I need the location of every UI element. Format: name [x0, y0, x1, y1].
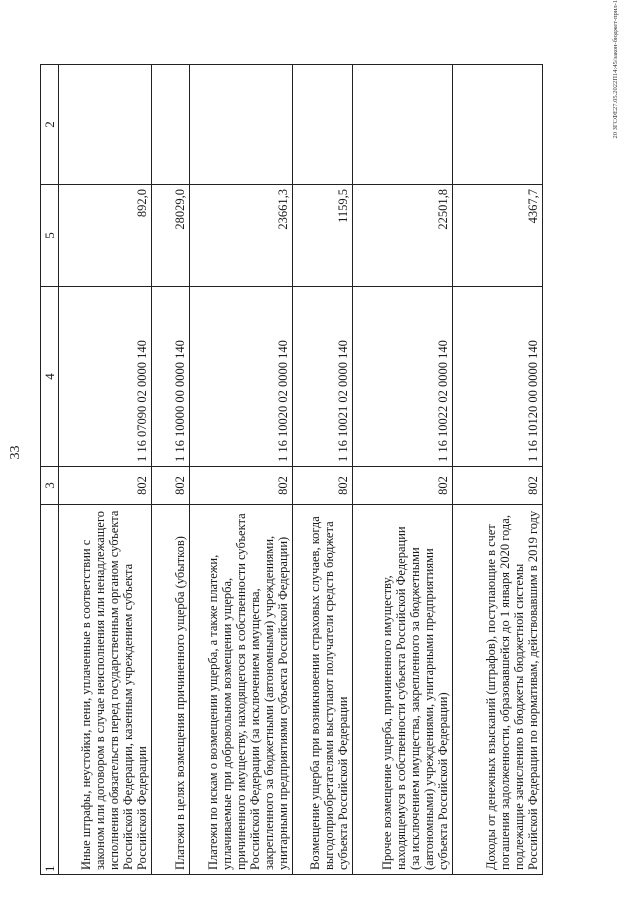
- row-budget-code: 1 16 10021 02 0000 140: [293, 287, 353, 467]
- row-empty-cell: [190, 65, 293, 185]
- row-admin-code: 802: [353, 467, 453, 505]
- col-header-1: 1: [41, 505, 59, 875]
- row-empty-cell: [293, 65, 353, 185]
- row-name: Платежи по искам о возмещении ущерба, а также платежи, уплачиваемые при добровольном возмещении ущерба, причиненного имуществу, находящегося в собственности субъекта Российской Федерации (за исключением имущества, закрепленного за бюджетными (автономными) учреждениями, унитарными предприятиями субъекта Российской Федерации): [190, 505, 293, 875]
- row-admin-code: 802: [453, 467, 543, 505]
- row-empty-cell: [152, 65, 190, 185]
- row-name: Доходы от денежных взысканий (штрафов), поступающие в счет погашения задолженности, образовавшейся до 1 января 2020 года, подлежащие зачислению в бюджеты бюджетной системы Российской Федерации по нормативам, действовавшим в 2019 году: [453, 505, 543, 875]
- table-row: [152, 65, 190, 875]
- table-header-row: [41, 65, 59, 875]
- row-amount: 28029,0: [152, 185, 190, 287]
- row-budget-code: 1 16 10020 02 0000 140: [190, 287, 293, 467]
- col-header-4: 4: [41, 287, 59, 467]
- row-name: Прочее возмещение ущерба, причиненного имуществу, находящемуся в собственности субъекта Российской Федерации (за исключением имущества, закрепленного за бюджетными (автономными) учреждениями, унитарными предприятиями субъекта Российской Федерации): [353, 505, 453, 875]
- table-row: [190, 65, 293, 875]
- row-name: Платежи в целях возмещения причиненного ущерба (убытков): [152, 505, 190, 875]
- table-row: [353, 65, 453, 875]
- row-amount: 4367,7: [453, 185, 543, 287]
- row-budget-code: 1 16 10000 00 0000 140: [152, 287, 190, 467]
- row-empty-cell: [59, 65, 152, 185]
- row-amount: 892,0: [59, 185, 152, 287]
- row-amount: 22501,8: [353, 185, 453, 287]
- row-name: Возмещение ущерба при возникновении страховых случаев, когда выгодоприобретателями выступают получатели средств бюджета субъекта Российской Федерации: [293, 505, 353, 875]
- table-row: [453, 65, 543, 875]
- page-number: 33: [8, 445, 23, 460]
- row-empty-cell: [453, 65, 543, 185]
- row-empty-cell: [353, 65, 453, 185]
- row-admin-code: 802: [293, 467, 353, 505]
- row-admin-code: 802: [152, 467, 190, 505]
- row-amount: 1159,5: [293, 185, 353, 287]
- col-header-3: 3: [41, 467, 59, 505]
- row-admin-code: 802: [190, 467, 293, 505]
- revenue-table: [40, 64, 543, 875]
- row-amount: 23661,3: [190, 185, 293, 287]
- col-header-5: 5: [41, 185, 59, 287]
- row-budget-code: 1 16 10022 02 0000 140: [353, 287, 453, 467]
- table-row: [59, 65, 152, 875]
- row-name: Иные штрафы, неустойки, пени, уплаченные в соответствии с законом или договором в случае неисполнения или ненадлежащего исполнения обязательств перед государственным органом субъекта Российской Федерации, казенным учреждением субъекта Российской Федерации: [59, 505, 152, 875]
- row-budget-code: 1 16 07090 02 0000 140: [59, 287, 152, 467]
- table-row: [293, 65, 353, 875]
- row-budget-code: 1 16 10120 00 0000 140: [453, 287, 543, 467]
- document-stamp: 20 ЗГСФЕ27.05.2022П14:45/закон-бюджет-прил-1: [612, 0, 619, 139]
- col-header-2: 2: [41, 65, 59, 185]
- row-admin-code: 802: [59, 467, 152, 505]
